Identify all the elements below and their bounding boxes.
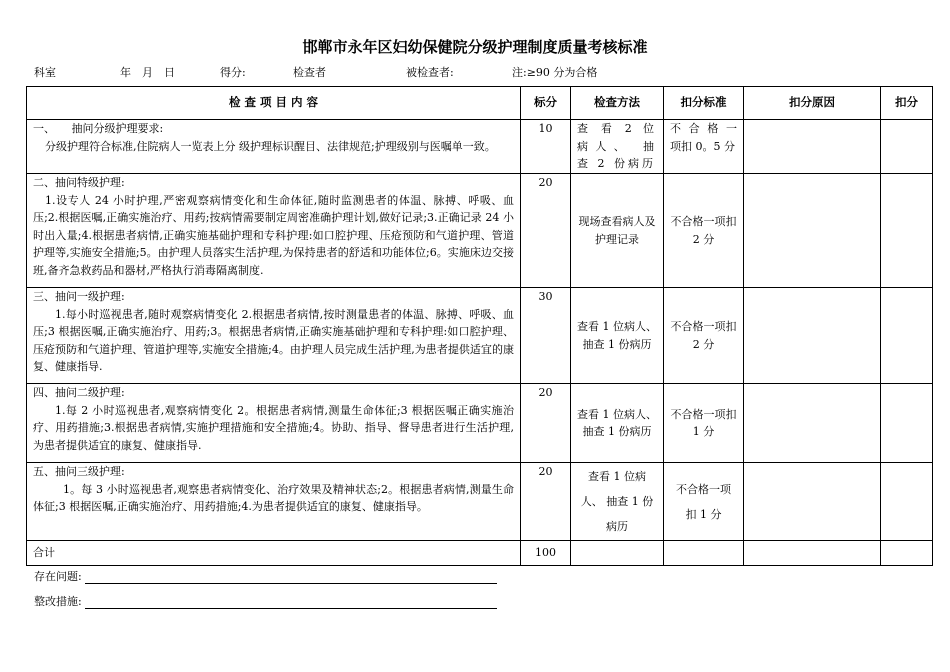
problems-line — [34, 568, 497, 584]
measures-label: 整改措施: — [34, 595, 82, 608]
measures-line — [34, 593, 497, 609]
header-method: 检查方法 — [571, 87, 664, 120]
item-score: 20 — [521, 174, 571, 288]
measures-input-line[interactable] — [85, 596, 497, 609]
item-deduct-reason[interactable] — [744, 120, 881, 174]
item-body: 1.设专人 24 小时护理,严密观察病情变化和生命体征,随时监测患者的体温、脉搏、呼吸、血压;2.根据医嘱,正确实施治疗、用药;按病情需要制定周密准确护理计划,做好记录;3.正确记录 24 小时出入量;4.根据患者病情,正确实施基础护理和专科护理:如口腔护理、压疮预防和气道护理、管道护理等,实施安全措施;5。由护理人员落实生活护理,为保持患者的舒适和功能体位;6。实施床边交接班,备齐急救药品和器材,严格执行消毒隔离制度. — [33, 193, 514, 277]
total-label: 合计 — [27, 541, 521, 566]
item-heading: 一、 抽问分级护理要求: — [33, 122, 164, 135]
total-deduct-reason[interactable] — [744, 541, 881, 566]
date-label: 年 月 日 — [120, 66, 175, 79]
table-row — [27, 463, 933, 541]
item-deduct-standard: 不合格一项扣 1 分 — [664, 384, 744, 463]
total-method — [571, 541, 664, 566]
item-deduct-points[interactable] — [881, 384, 933, 463]
item-deduct-reason[interactable] — [744, 384, 881, 463]
problems-input-line[interactable] — [85, 571, 497, 584]
table-row — [27, 174, 933, 288]
item-method: 查 看 2 位 病人、 抽 查 2 份病历 — [571, 120, 664, 174]
total-deduct-points[interactable] — [881, 541, 933, 566]
checked-label: 被检查者: — [406, 66, 454, 79]
item-deduct-points[interactable] — [881, 463, 933, 541]
item-content — [27, 463, 521, 541]
header-score: 标分 — [521, 87, 571, 120]
page-title: 邯郸市永年区妇幼保健院分级护理制度质量考核标准 — [302, 38, 648, 56]
item-heading: 二、抽问特级护理: — [33, 176, 125, 189]
item-body: 分级护理符合标准,住院病人一览表上分 级护理标识醒目、法律规范;护理级别与医嘱单一致。 — [45, 139, 496, 153]
table-row — [27, 288, 933, 384]
item-deduct-standard — [664, 463, 744, 541]
item-deduct-standard: 不 合 格 一 项扣 0。5 分 — [664, 120, 744, 174]
item-deduct-points[interactable] — [881, 174, 933, 288]
deduct-line: 扣 1 分 — [685, 507, 722, 521]
item-content — [27, 174, 521, 288]
item-content — [27, 384, 521, 463]
deduct-line: 不合格一项 — [676, 482, 731, 496]
item-content — [27, 288, 521, 384]
method-line: 查看 1 位病 — [588, 470, 646, 483]
header-deduct-standard: 扣分标准 — [664, 87, 744, 120]
total-score: 100 — [521, 541, 571, 566]
item-method: 查看 1 位病人、 抽查 1 份病历 — [571, 288, 664, 384]
item-deduct-points[interactable] — [881, 288, 933, 384]
item-method — [571, 463, 664, 541]
item-method: 查看 1 位病人、 抽查 1 份病历 — [571, 384, 664, 463]
header-content: 检 查 项 目 内 容 — [27, 87, 521, 120]
header-deduct: 扣分 — [881, 87, 933, 120]
total-row — [27, 541, 933, 566]
item-deduct-points[interactable] — [881, 120, 933, 174]
item-score: 20 — [521, 463, 571, 541]
item-body: 1.每小时巡视患者,随时观察病情变化 2.根据患者病情,按时测量患者的体温、脉搏、呼吸、血压;3 根据医嘱,正确实施治疗、用药;3。根据患者病情,正确实施基础护理和专科护理:如口腔护理、压疮预防和气道护理、管道护理等,实施安全措施;4。由护理人员完成生活护理,为患者提供适宜的康复、健康指导. — [33, 307, 514, 373]
method-line: 病历 — [606, 520, 628, 533]
item-deduct-standard: 不合格一项扣 2 分 — [664, 174, 744, 288]
item-score: 30 — [521, 288, 571, 384]
checker-label: 检查者 — [293, 66, 326, 79]
method-line: 人、 抽查 1 份 — [580, 495, 654, 508]
table-row — [27, 120, 933, 174]
table-row — [27, 384, 933, 463]
item-deduct-standard: 不合格一项扣 2 分 — [664, 288, 744, 384]
dept-label: 科室 — [34, 66, 56, 79]
item-score: 10 — [521, 120, 571, 174]
item-content — [27, 120, 521, 174]
item-heading: 三、抽问一级护理: — [33, 290, 125, 303]
pass-note: 注:≥90 分为合格 — [512, 66, 598, 79]
item-heading: 四、抽问二级护理: — [33, 386, 125, 399]
score-label: 得分: — [220, 66, 246, 79]
item-deduct-reason[interactable] — [744, 288, 881, 384]
header-deduct-reason: 扣分原因 — [744, 87, 881, 120]
table-header-row — [27, 87, 933, 120]
item-body: 1。每 3 小时巡视患者,观察患者病情变化、治疗效果及精神状态;2。根据患者病情,测量生命体征;3 根据医嘱,正确实施治疗、用药措施;4.为患者提供适宜的康复、健康指导。 — [33, 482, 514, 513]
problems-label: 存在问题: — [34, 570, 82, 583]
item-deduct-reason[interactable] — [744, 463, 881, 541]
assessment-table — [26, 86, 933, 566]
item-heading: 五、抽问三级护理: — [33, 465, 125, 478]
total-deduct-standard — [664, 541, 744, 566]
item-deduct-reason[interactable] — [744, 174, 881, 288]
item-score: 20 — [521, 384, 571, 463]
item-method: 现场查看病人及护理记录 — [571, 174, 664, 288]
item-body: 1.每 2 小时巡视患者,观察病情变化 2。根据患者病情,测量生命体征;3 根据医嘱正确实施治疗、用药措施;3.根据患者病情,实施护理措施和安全措施;4。协助、指导、督导患者进行生活护理,为患者提供适宜的康复、健康指导. — [33, 403, 514, 452]
